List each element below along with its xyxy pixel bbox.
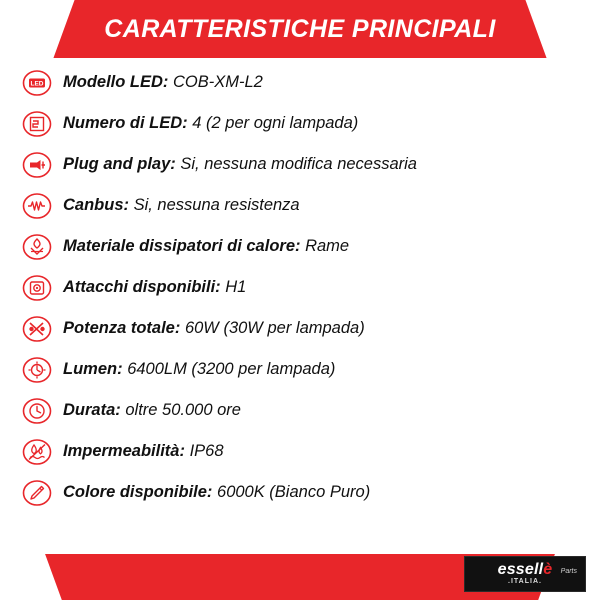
spec-row (0, 103, 600, 144)
clock-icon (22, 396, 52, 426)
spec-label: Potenza totale: (63, 319, 181, 337)
spec-value: 6400LM (3200 per lampada) (127, 360, 336, 378)
spec-label: Numero di LED: (63, 114, 188, 132)
spec-label: Plug and play: (63, 155, 176, 173)
brand-logo (464, 556, 586, 592)
spec-label: Materiale dissipatori di calore: (63, 237, 301, 255)
spec-list (0, 58, 600, 554)
spec-text (63, 483, 370, 502)
brand-subtitle: .ITALIA. (508, 578, 542, 585)
spec-value: 6000K (Bianco Puro) (217, 483, 371, 501)
brightness-icon (22, 355, 52, 385)
spec-text (63, 196, 300, 215)
resistor-wave-icon (22, 191, 52, 221)
spec-text (63, 319, 365, 338)
spec-text (63, 401, 241, 420)
color-pen-icon (22, 478, 52, 508)
heatsink-icon (22, 232, 52, 262)
spec-text (63, 278, 246, 297)
spec-label: Durata: (63, 401, 121, 419)
spec-text (63, 237, 349, 256)
led-count-icon (22, 109, 52, 139)
spec-row (0, 226, 600, 267)
spec-label: Canbus: (63, 196, 129, 214)
brand-name-text: essell (497, 561, 544, 578)
waterproof-icon (22, 437, 52, 467)
spec-row (0, 62, 600, 103)
spec-value: 4 (2 per ogni lampada) (192, 114, 359, 132)
spec-row (0, 431, 600, 472)
socket-icon (22, 273, 52, 303)
led-chip-icon (22, 68, 52, 98)
power-bolt-icon (22, 314, 52, 344)
spec-text (63, 73, 263, 92)
spec-value: Rame (305, 237, 350, 255)
spec-label: Colore disponibile: (63, 483, 213, 501)
plug-icon (22, 150, 52, 180)
svg-text:LED: LED (30, 80, 44, 87)
spec-value: oltre 50.000 ore (125, 401, 241, 419)
spec-label: Modello LED: (63, 73, 169, 91)
spec-row (0, 267, 600, 308)
spec-text (63, 442, 224, 461)
spec-row (0, 472, 600, 513)
brand-parts-label: Parts (560, 568, 577, 575)
spec-value: H1 (225, 278, 247, 296)
spec-row (0, 390, 600, 431)
spec-value: 60W (30W per lampada) (184, 319, 365, 337)
spec-value: IP68 (189, 442, 224, 460)
spec-row (0, 308, 600, 349)
spec-label: Impermeabilità: (63, 442, 185, 460)
spec-text (63, 114, 358, 133)
spec-label: Lumen: (63, 360, 123, 378)
brand-name-accent: è (543, 561, 553, 578)
spec-row (0, 144, 600, 185)
spec-value: COB-XM-L2 (173, 73, 263, 91)
spec-value: Si, nessuna modifica necessaria (180, 155, 417, 173)
spec-row (0, 349, 600, 390)
spec-text (63, 360, 335, 379)
brand-name (498, 562, 553, 577)
spec-label: Attacchi disponibili: (63, 278, 221, 296)
page-title: CARATTERISTICHE PRINCIPALI (104, 15, 496, 43)
spec-row (0, 185, 600, 226)
footer-notch-left (0, 554, 64, 600)
spec-text (63, 155, 417, 174)
spec-value: Si, nessuna resistenza (133, 196, 300, 214)
